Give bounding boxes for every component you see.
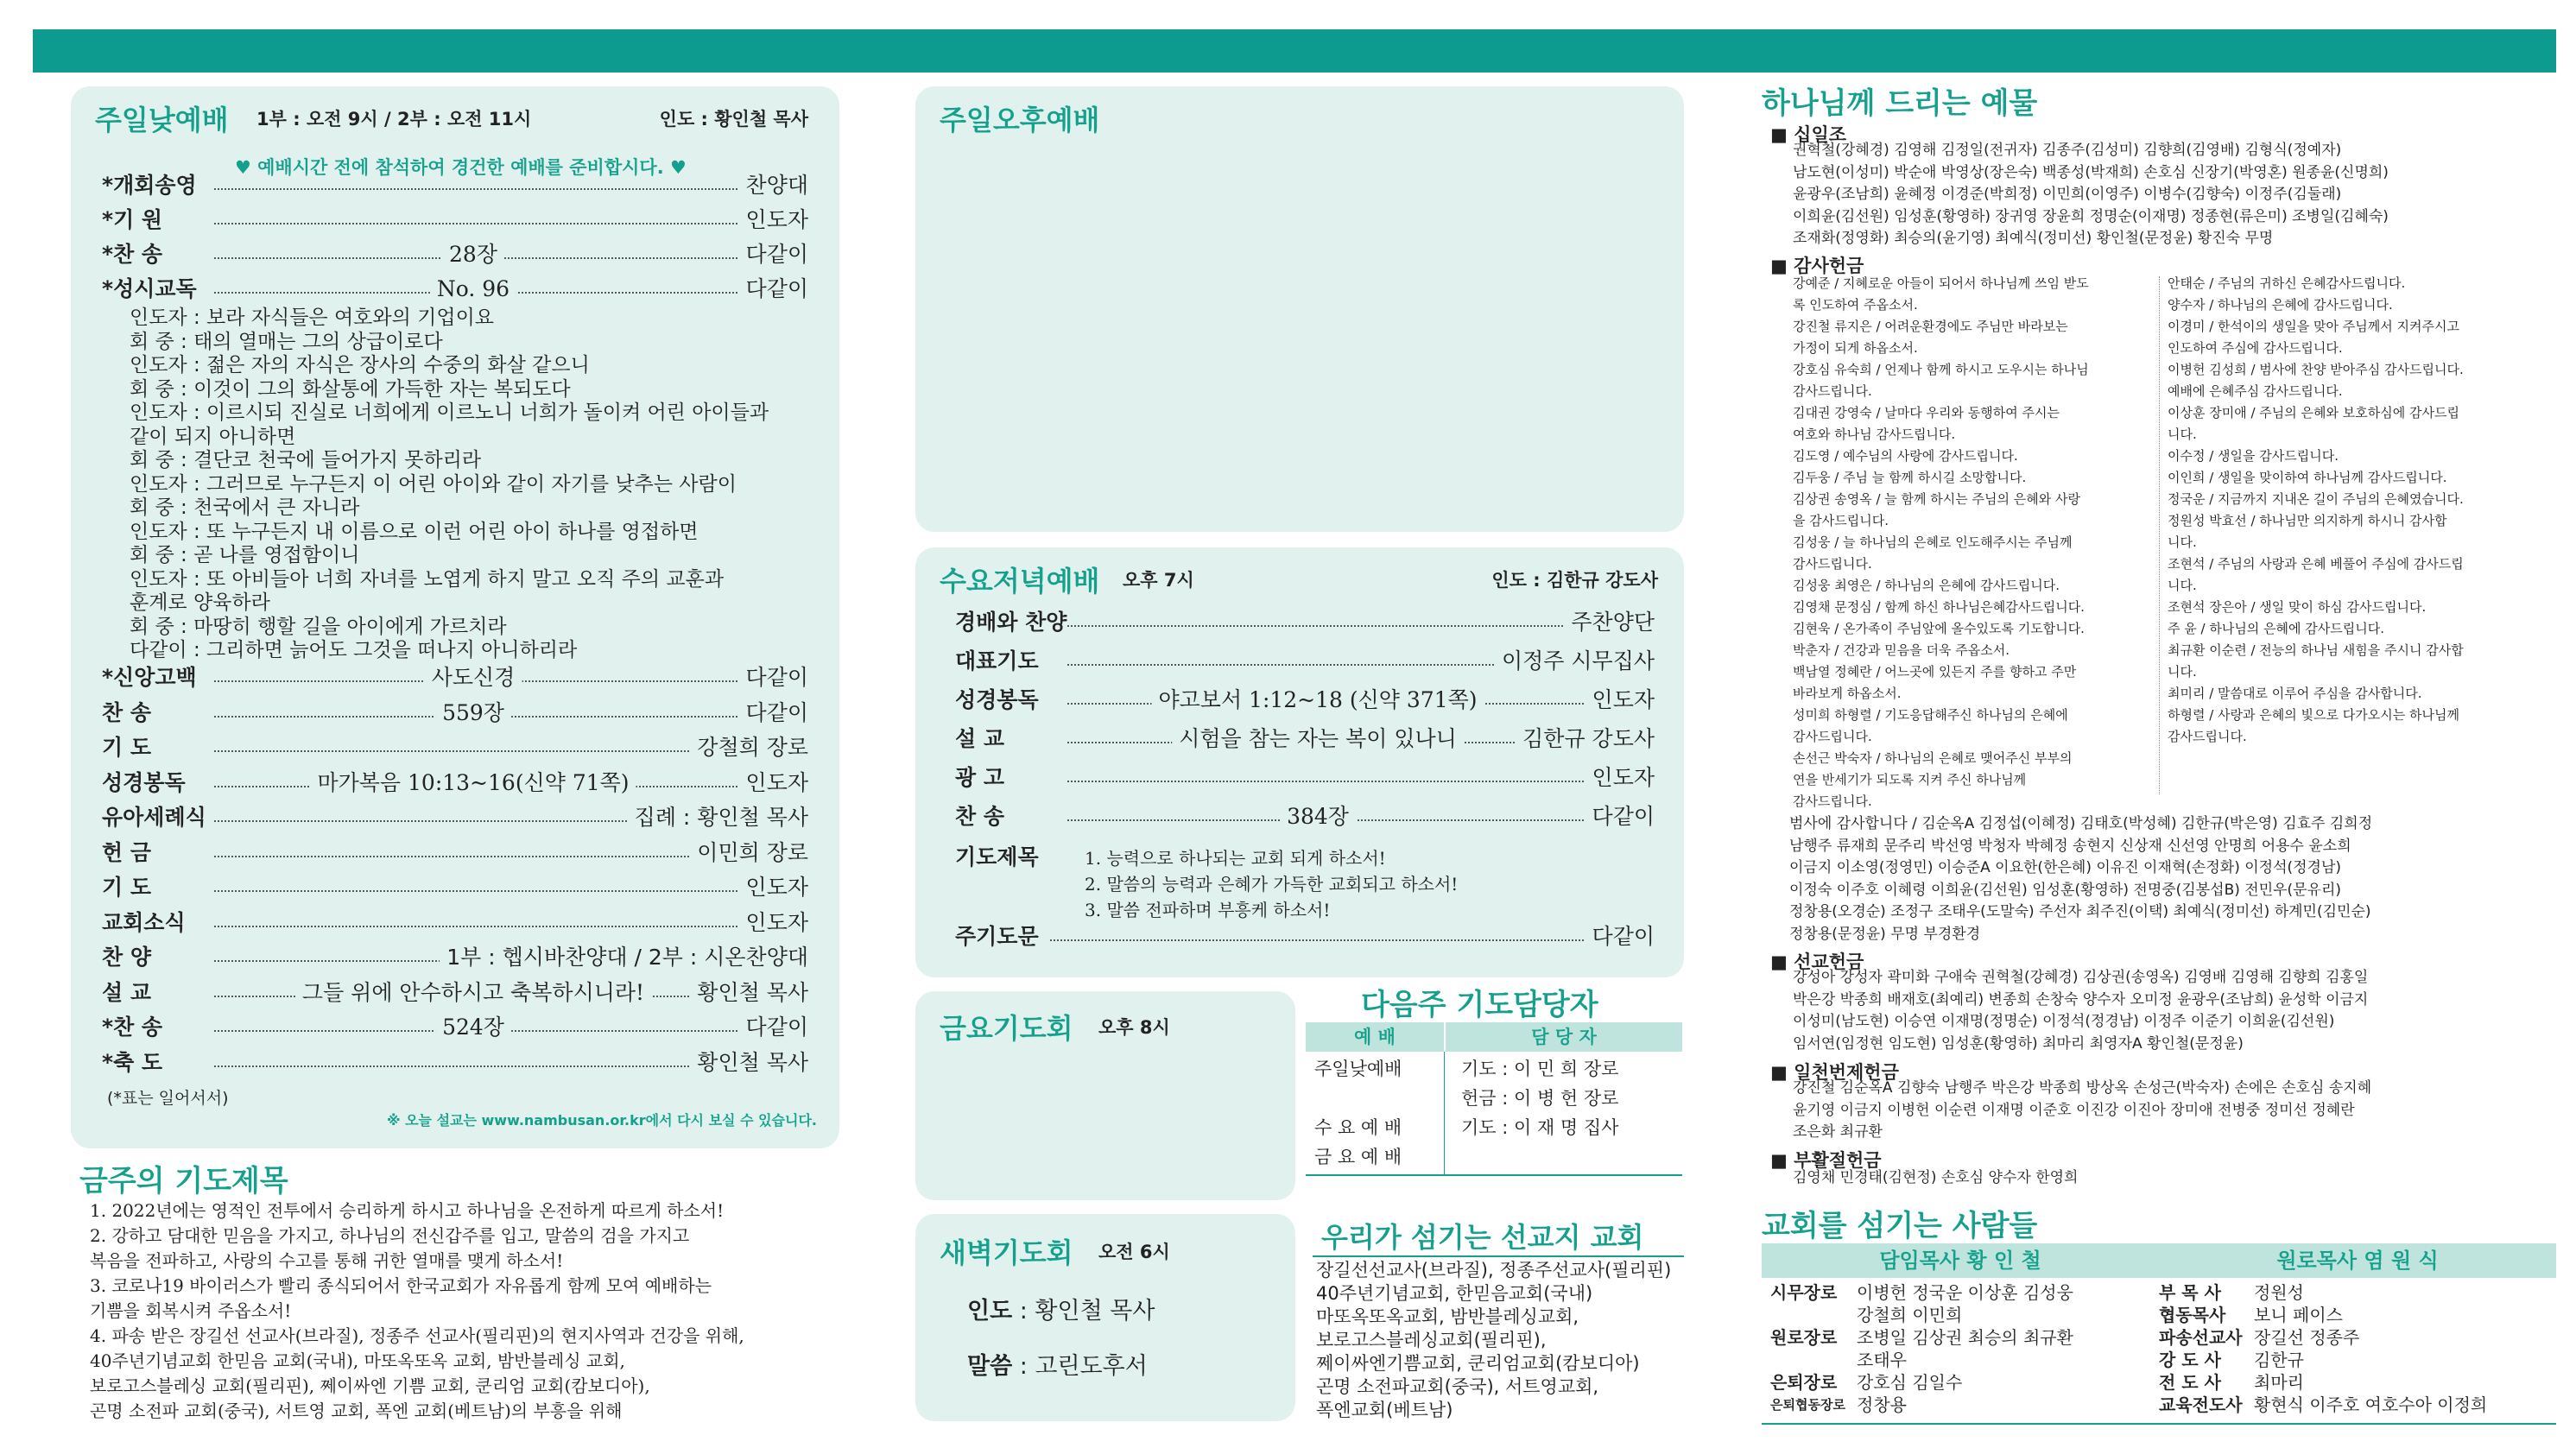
thanks-line: 예배에 은혜주심 감사드립니다. — [2168, 383, 2343, 399]
order-performer: 인도자 — [739, 871, 808, 904]
thanks-line: 조현석 / 주님의 사랑과 은혜 베풀어 주심에 감사드립 — [2168, 556, 2464, 572]
friday-title: 금요기도회 — [940, 1012, 1073, 1045]
thanks-line: 김도영 / 예수님의 사랑에 감사드립니다. — [1793, 448, 2018, 464]
order-row — [102, 238, 808, 271]
tithe-line: 윤광우(조남희) 윤혜정 이경준(박희정) 이민희(이영주) 이병수(김향숙) 이정주(김둘래) — [1793, 186, 2342, 203]
responsive-line: 회 중 : 곧 나를 영접함이니 — [130, 544, 360, 566]
wednesday-row — [955, 606, 1655, 639]
wednesday-content: 야고보서 1:12~18 (신약 371쪽) — [1151, 684, 1484, 717]
mission-church: 마또옥또옥교회, 밤반블레싱교회, — [1316, 1306, 1579, 1327]
order-label: 헌 금 — [102, 839, 152, 865]
order-content: 559장 — [435, 697, 511, 730]
general-thanks-list — [1789, 813, 2558, 952]
thanks-line: 니다. — [2168, 578, 2197, 593]
wednesday-prayer-items — [1085, 846, 1655, 933]
prayer-line: 4. 파송 받은 장길선 선교사(브라질), 정종주 선교사(필리핀)의 현지사역과 건강을 위해, — [90, 1325, 744, 1346]
staff-names: 김한규 — [2254, 1350, 2304, 1370]
staff-role: 은퇴협동장로 — [1770, 1397, 1845, 1413]
responsive-line: 인도자 : 또 아비들아 너희 자녀를 노엽게 하지 말고 오직 주의 교훈과 — [130, 567, 725, 591]
wednesday-label: 찬 송 — [955, 804, 1005, 829]
wednesday-prayer-label: 기도제목 — [955, 844, 1039, 869]
staff-names: 정원성 — [2254, 1282, 2304, 1303]
staff-names: 장길선 정종주 — [2254, 1327, 2360, 1348]
thanks-line: 성미희 하형렬 / 기도응답해주신 하나님의 은혜에 — [1793, 707, 2068, 723]
mission-offering-line: 임서연(임정현 임도현) 임성훈(황영하) 최마리 최영자A 황인철(문정윤) — [1793, 1034, 2244, 1053]
order-performer: 인도자 — [739, 907, 808, 939]
order-performer: 인도자 — [739, 767, 808, 800]
prayer-line: 40주년기념교회 한믿음 교회(국내), 마또옥또옥 교회, 밤반블레싱 교회, — [90, 1350, 625, 1371]
wednesday-label: 광 고 — [955, 765, 1005, 790]
staff-names: 최마리 — [2254, 1372, 2304, 1393]
order-label: 유아세례식 — [102, 805, 206, 830]
thanks-line: 김성웅 / 늘 하나님의 은혜로 인도해주시는 주님께 — [1793, 534, 2073, 550]
general-thanks-line: 범사에 감사합니다 / 김순옥A 김정섭(이혜정) 김태호(박성혜) 김한규(박은영) 김효주 김희정 — [1789, 815, 2373, 832]
staff-role: 원로장로 — [1770, 1327, 1838, 1348]
mission-offering-line: 박은강 박종희 배재호(최예리) 변종희 손창숙 양수자 오미정 윤광우(조남희) 윤성학 이금지 — [1793, 990, 2369, 1009]
sunday-afternoon-panel — [915, 86, 1684, 532]
easter-offering-line: 김영채 민경태(김현정) 손호심 양수자 한영희 — [1793, 1169, 2079, 1186]
responsive-line: 다같이 : 그리하면 늙어도 그것을 떠나지 아니하리라 — [130, 639, 578, 661]
easter-offering-heading: ■ 부활절헌금 — [1770, 1150, 1882, 1171]
wednesday-content: 시험을 참는 자는 복이 있나니 — [1172, 723, 1464, 756]
wednesday-label: 성경봉독 — [955, 687, 1039, 712]
mission-church: 40주년기념교회, 한믿음교회(국내) — [1316, 1283, 1593, 1304]
thanks-line: 감사드립니다. — [1793, 794, 1872, 809]
order-label: 찬 송 — [102, 699, 152, 725]
order-performer: 다같이 — [739, 661, 808, 694]
order-label: *찬 송 — [102, 242, 163, 267]
mission-church: 폭엔교회(베트남) — [1316, 1400, 1453, 1420]
order-row — [102, 941, 808, 974]
order-performer: 1부 : 헵시바찬양대 / 2부 : 시온찬양대 — [440, 941, 808, 974]
thanks-line: 백남열 정혜란 / 어느곳에 있든지 주를 향하고 주만 — [1793, 664, 2077, 680]
prayer-line: 기쁨을 회복시켜 주옵소서! — [90, 1300, 292, 1321]
weekly-prayer-title: 금주의 기도제목 — [79, 1164, 288, 1198]
order-content: 524장 — [435, 1011, 511, 1044]
staff-role: 강 도 사 — [2159, 1350, 2221, 1370]
order-label: *기 원 — [102, 207, 163, 232]
thanks-line: 김성웅 최영은 / 하나님의 은혜에 감사드립니다. — [1793, 578, 2060, 593]
next-week-service: 주일낮예배 — [1314, 1059, 1402, 1079]
weekly-prayer-list — [90, 1198, 850, 1432]
order-performer: 인도자 — [739, 204, 808, 237]
order-row — [102, 1011, 808, 1044]
responsive-line: 인도자 : 젊은 자의 자식은 장사의 수중의 화살 같으니 — [130, 354, 590, 376]
thanks-line: 감사드립니다. — [1793, 729, 1872, 744]
order-performer: 다같이 — [739, 1011, 808, 1044]
sunday-morning-times: 1부 : 오전 9시 / 2부 : 오전 11시 — [256, 109, 532, 130]
emeritus-pastor: 원로목사 염 원 식 — [2276, 1249, 2439, 1273]
order-label: 기 도 — [102, 735, 152, 760]
next-week-duty: 헌금 : 이 병 헌 장로 — [1461, 1088, 1619, 1109]
wednesday-closing-right: 다같이 — [1585, 920, 1655, 953]
thanks-line: 을 감사드립니다. — [1793, 513, 1889, 528]
dawn-leader: 인도 : 황인철 목사 — [967, 1298, 1155, 1325]
order-performer: 황인철 목사 — [690, 977, 808, 1009]
order-label: 성경봉독 — [102, 769, 186, 795]
mission-offering-list — [1793, 967, 2553, 1062]
prayer-line: 1. 2022년에는 영적인 전투에서 승리하게 하시고 하나님을 온전하게 따르게 하소서! — [90, 1200, 725, 1221]
order-row — [102, 871, 808, 904]
next-week-service: 수 요 예 배 — [1314, 1117, 1402, 1138]
staff-role: 은퇴장로 — [1770, 1372, 1838, 1393]
wednesday-performer: 인도자 — [1585, 684, 1655, 717]
thanks-line: 감사드립니다. — [1793, 556, 1872, 572]
order-performer: 다같이 — [739, 238, 808, 271]
thanks-line: 양수자 / 하나님의 은혜에 감사드립니다. — [2168, 297, 2393, 313]
order-row — [102, 907, 808, 939]
order-label: *성시교독 — [102, 276, 197, 301]
order-label: 기 도 — [102, 875, 152, 900]
wednesday-row — [955, 684, 1655, 717]
order-row — [102, 661, 808, 694]
worship-notice: ♥ 예배시간 전에 참석하여 경건한 예배를 준비합시다. ♥ — [235, 157, 687, 178]
next-week-duty: 기도 : 이 민 희 장로 — [1461, 1059, 1619, 1079]
order-performer: 이민희 장로 — [690, 837, 808, 869]
prayer-line: 복음을 전파하고, 사랑의 수고를 통해 귀한 열매를 맺게 하소서! — [90, 1250, 564, 1271]
dawn-title: 새벽기도회 — [940, 1236, 1073, 1269]
order-label: *축 도 — [102, 1049, 163, 1075]
wednesday-label: 경배와 찬양 — [955, 610, 1067, 635]
thanks-line: 니다. — [2168, 534, 2197, 550]
tithe-line: 권혁철(강혜경) 김영해 김정일(전귀자) 김종주(김성미) 김향희(김영배) 김형식(정예자) — [1793, 142, 2342, 159]
order-list — [102, 169, 808, 316]
responsive-line: 회 중 : 태의 열매는 그의 상급이로다 — [130, 330, 443, 353]
order-label: 찬 양 — [102, 945, 152, 970]
thanks-line: 이경미 / 한석이의 생일을 맞아 주님께서 지켜주시고 — [2168, 319, 2459, 334]
thanks-line: 최미리 / 말씀대로 이루어 주심을 감사합니다. — [2168, 686, 2422, 701]
responsive-line: 회 중 : 이것이 그의 화살통에 가득한 자는 복되도다 — [130, 377, 571, 401]
staff-names: 정창용 — [1857, 1394, 1907, 1415]
staff-role: 교육전도사 — [2159, 1394, 2243, 1415]
mission-offering-heading: ■ 선교헌금 — [1770, 952, 1864, 972]
staff-names: 조병일 김상권 최승의 최규환 — [1857, 1327, 2073, 1348]
responsive-line: 회 중 : 결단코 천국에 들어가지 못하리라 — [130, 449, 482, 471]
thanks-line: 안태순 / 주님의 귀하신 은혜감사드립니다. — [2168, 275, 2406, 291]
tithe-line: 조재화(정영화) 최승의(윤기영) 최예식(정미선) 황인철(문정윤) 황진숙 무명 — [1793, 230, 2274, 247]
wednesday-performer: 인도자 — [1585, 762, 1655, 794]
sermon-online-note: ※ 오늘 설교는 www.nambusan.or.kr에서 다시 보실 수 있습니다. — [386, 1112, 817, 1129]
staff-left-list — [1770, 1281, 2159, 1420]
responsive-line: 인도자 : 보라 자식들은 여호와의 기업이요 — [130, 307, 495, 329]
prayer-line: 보로고스블레싱 교회(필리핀), 쩨이싸엔 기쁨 교회, 쿤리엄 교회(캄보디아), — [90, 1375, 650, 1396]
thanks-line: 이수정 / 생일을 감사드립니다. — [2168, 448, 2339, 464]
next-week-title: 다음주 기도담당자 — [1361, 988, 1598, 1022]
responsive-line: 인도자 : 이르시되 진실로 너희에게 이르노니 너희가 돌이켜 어린 아이들과 — [130, 402, 769, 424]
missions-title: 우리가 섬기는 선교지 교회 — [1321, 1221, 1644, 1254]
wednesday-row — [955, 800, 1655, 833]
wednesday-performer: 다같이 — [1585, 800, 1655, 833]
responsive-reading — [130, 306, 820, 668]
order-label: *찬 송 — [102, 1015, 163, 1040]
order-row — [102, 977, 808, 1009]
mission-offering-line: 강성아 강성자 곽미화 구애숙 권혁철(강혜경) 김상권(송영옥) 김영배 김영해 김향희 김홍일 — [1793, 969, 2369, 986]
order-list-2 — [102, 661, 808, 1093]
thanks-line: 바라보게 하옵소서. — [1793, 686, 1902, 701]
responsive-line: 같이 되지 아니하면 — [130, 425, 296, 448]
thanks-left-column — [1793, 273, 2155, 817]
order-content: No. 96 — [430, 273, 516, 306]
wednesday-closing-label: 주기도문 — [955, 924, 1039, 949]
next-week-service: 금 요 예 배 — [1314, 1147, 1402, 1167]
thanks-line: 강호심 유숙희 / 언제나 함께 하시고 도우시는 하나님 — [1793, 362, 2089, 377]
next-week-head-duty: 담 당 자 — [1446, 1022, 1682, 1052]
wednesday-label: 대표기도 — [955, 648, 1039, 673]
wednesday-closing-row — [955, 920, 1655, 953]
wednesday-performer: 김한규 강도사 — [1516, 723, 1655, 756]
wednesday-label: 설 교 — [955, 726, 1005, 751]
standing-footnote: (*표는 일어서서) — [107, 1089, 229, 1108]
order-content: 사도신경 — [425, 661, 522, 694]
thanks-line: 정원성 박효선 / 하나님만 의지하게 하시니 감사합 — [2168, 513, 2447, 528]
order-content: 마가복음 10:13~16(신약 71쪽) — [310, 767, 636, 800]
sunday-morning-panel — [71, 86, 839, 1148]
staff-head-bar — [1762, 1243, 2556, 1278]
tithe-heading: ■ 십일조 — [1770, 124, 1847, 145]
friday-panel — [915, 991, 1295, 1200]
prayer-item: 3. 말씀 전파하며 부흥케 하소서! — [1085, 900, 1331, 920]
mission-church: 장길선선교사(브라질), 정종주선교사(필리핀) — [1316, 1260, 1672, 1280]
next-week-duty: 기도 : 이 재 명 집사 — [1461, 1117, 1619, 1138]
order-label: 교회소식 — [102, 909, 186, 935]
order-label: *개회송영 — [102, 173, 197, 198]
thanks-line: 강예준 / 지혜로운 아들이 되어서 하나님께 쓰임 받도 — [1793, 275, 2089, 291]
offerings-title: 하나님께 드리는 예물 — [1762, 86, 2038, 121]
general-thanks-line: 남행주 류재희 문주리 박선영 박청자 박혜정 송현지 신상재 신선영 안명희 어용수 윤소희 — [1789, 837, 2351, 855]
staff-names: 강호심 김일수 — [1857, 1372, 1963, 1393]
responsive-line: 인도자 : 또 누구든지 내 이름으로 이런 어린 아이 하나를 영접하면 — [130, 520, 699, 543]
mission-church: 곤명 소전파교회(중국), 서트영교회, — [1316, 1376, 1599, 1397]
thanks-line: 손선근 박숙자 / 하나님의 은혜로 맺어주신 부부의 — [1793, 750, 2073, 766]
mission-church: 쩨이싸엔기쁨교회, 쿤리엄교회(캄보디아) — [1316, 1353, 1640, 1374]
wednesday-performer: 주찬양단 — [1564, 606, 1655, 639]
staff-names: 황현식 이주호 여호수아 이정희 — [2254, 1394, 2488, 1415]
thanks-line: 최규환 이순련 / 전능의 하나님 새힘을 주시니 감사합 — [2168, 642, 2464, 658]
dawn-panel — [915, 1214, 1295, 1421]
staff-names: 조태우 — [1857, 1350, 1907, 1370]
thousand-offering-heading: ■ 일천번제헌금 — [1770, 1062, 1899, 1083]
thanks-line: 감사드립니다. — [2168, 729, 2247, 744]
thousand-offering-line: 조은화 최규환 — [1793, 1123, 1883, 1141]
thanks-line: 니다. — [2168, 664, 2197, 680]
wednesday-row — [955, 723, 1655, 756]
responsive-line: 인도자 : 그러므로 누구든지 이 어린 아이와 같이 자기를 낮추는 사람이 — [130, 472, 737, 496]
thanks-line: 감사드립니다. — [1793, 383, 1872, 399]
easter-offering-list — [1793, 1167, 2553, 1193]
dawn-time: 오전 6시 — [1098, 1242, 1170, 1262]
order-row — [102, 273, 808, 306]
thanks-line: 김두웅 / 주님 늘 함께 하시길 소망합니다. — [1793, 470, 2027, 485]
general-thanks-line: 정창용(오경순) 조정구 조태우(도말숙) 주선자 최주진(이택) 최예식(정미선) 하계민(김민순) — [1789, 903, 2371, 920]
wednesday-content: 384장 — [1280, 800, 1356, 833]
tithe-list — [1793, 140, 2553, 252]
wednesday-row — [955, 645, 1655, 678]
wednesday-panel — [915, 547, 1684, 977]
order-content: 그들 위에 안수하시고 축복하시니라! — [295, 977, 651, 1009]
order-label: 설 교 — [102, 979, 152, 1005]
wednesday-title: 수요저녁예배 — [940, 565, 1100, 598]
sunday-morning-title: 주일낮예배 — [95, 104, 229, 136]
thanks-line: 가정이 되게 하옵소서. — [1793, 340, 1918, 356]
staff-role: 파송선교사 — [2159, 1327, 2243, 1348]
order-row — [102, 837, 808, 869]
thanks-line: 강진철 류지은 / 어려운환경에도 주님만 바라보는 — [1793, 319, 2068, 334]
thanks-line: 김대권 강영숙 / 날마다 우리와 동행하여 주시는 — [1793, 405, 2060, 420]
order-row — [102, 801, 808, 834]
thanks-line: 정국운 / 지금까지 지내온 길이 주님의 은혜였습니다. — [2168, 491, 2464, 507]
wednesday-order — [955, 606, 1655, 857]
next-week-table — [1306, 1022, 1682, 1195]
thousand-offering-list — [1793, 1078, 2553, 1150]
staff-names: 이병헌 정국운 이상훈 김성웅 — [1857, 1282, 2073, 1303]
order-row — [102, 1046, 808, 1079]
staff-title: 교회를 섬기는 사람들 — [1762, 1209, 2038, 1243]
thousand-offering-line: 강진철 김순옥A 김향숙 남행주 박은강 박종희 방상옥 손성근(박숙자) 손에은 손호심 송지혜 — [1793, 1079, 2372, 1097]
prayer-line: 2. 강하고 담대한 믿음을 가지고, 하나님의 전신갑주를 입고, 말씀의 검을 가지고 — [90, 1225, 690, 1246]
mission-church: 보로고스블레싱교회(필리핀), — [1316, 1330, 1547, 1350]
order-performer: 다같이 — [739, 273, 808, 306]
tithe-line: 남도현(이성미) 박순애 박영상(장은숙) 백종성(박재희) 손호심 신장기(박영혼) 원종윤(신명희) — [1793, 163, 2389, 181]
order-performer: 집례 : 황인철 목사 — [628, 801, 808, 834]
responsive-line: 회 중 : 마땅히 행할 길을 아이에게 가르치라 — [130, 615, 507, 638]
next-week-head-service: 예 배 — [1306, 1022, 1444, 1052]
order-performer: 찬양대 — [739, 169, 808, 202]
order-performer: 강철희 장로 — [690, 731, 808, 764]
senior-pastor: 담임목사 황 인 철 — [1879, 1249, 2041, 1273]
prayer-line: 3. 코로나19 바이러스가 빨리 종식되어서 한국교회가 자유롭게 함께 모여 예배하는 — [90, 1275, 712, 1296]
staff-names: 보니 페이스 — [2254, 1305, 2343, 1325]
thousand-offering-line: 윤기영 이금지 이병헌 이순련 이재명 이준호 이진강 이진아 장미애 전병중 정미선 정혜란 — [1793, 1101, 2355, 1119]
order-performer: 황인철 목사 — [690, 1046, 808, 1079]
order-row — [102, 767, 808, 800]
responsive-line: 회 중 : 천국에서 큰 자니라 — [130, 496, 360, 519]
thanks-line: 연을 반세기가 되도록 지켜 주신 하나님께 — [1793, 772, 2027, 787]
friday-time: 오후 8시 — [1098, 1017, 1170, 1038]
general-thanks-line: 이정숙 이주호 이혜령 이희윤(김선원) 임성훈(황영하) 전명중(김봉섭B) 전민우(문유리) — [1789, 881, 2342, 899]
thanks-line: 인도하여 주심에 감사드립니다. — [2168, 340, 2343, 356]
prayer-line: 곤명 소전파 교회(중국), 서트영 교회, 폭엔 교회(베트남)의 부흥을 위해 — [90, 1401, 623, 1421]
staff-role: 부 목 사 — [2159, 1282, 2221, 1303]
thanks-heading: ■ 감사헌금 — [1770, 256, 1864, 276]
prayer-item: 2. 말씀의 능력과 은혜가 가득한 교회되고 하소서! — [1085, 874, 1459, 895]
staff-role: 협동목사 — [2159, 1305, 2226, 1325]
general-thanks-line: 정창용(문정윤) 무명 부경환경 — [1789, 925, 1981, 943]
staff-names: 강철희 이민희 — [1857, 1305, 1963, 1325]
order-row — [102, 731, 808, 764]
sunday-morning-leader: 인도 : 황인철 목사 — [659, 109, 808, 130]
responsive-line: 훈계로 양육하라 — [130, 591, 270, 614]
dawn-scripture: 말씀 : 고린도후서 — [967, 1353, 1148, 1380]
order-label: *신앙고백 — [102, 665, 197, 690]
thanks-line: 여호와 하나님 감사드립니다. — [1793, 427, 1956, 442]
thanks-line: 조현석 장은아 / 생일 맞이 하심 감사드립니다. — [2168, 599, 2427, 615]
wednesday-leader: 인도 : 김한규 강도사 — [1491, 570, 1658, 591]
staff-role: 전 도 사 — [2159, 1372, 2221, 1393]
order-row — [102, 169, 808, 202]
missions-list — [1316, 1259, 1684, 1428]
thanks-line: 박춘자 / 건강과 믿음을 더욱 주옵소서. — [1793, 642, 2010, 658]
order-row — [102, 204, 808, 237]
staff-role: 시무장로 — [1770, 1282, 1838, 1303]
thanks-line: 이인희 / 생일을 맞이하여 하나님께 감사드립니다. — [2168, 470, 2447, 485]
tithe-line: 이희윤(김선원) 임성훈(황영하) 장귀영 장윤희 정명순(이재명) 정종현(류은미) 조병일(김혜숙) — [1793, 207, 2389, 225]
general-thanks-line: 이금지 이소영(정영민) 이승준A 이요한(한은혜) 이유진 이재혁(손정화) 이정석(정경남) — [1789, 859, 2342, 876]
thanks-right-column — [2168, 273, 2556, 756]
order-content: 28장 — [442, 238, 504, 271]
sunday-afternoon-title: 주일오후예배 — [940, 104, 1100, 136]
order-row — [102, 697, 808, 730]
staff-right-list — [2159, 1281, 2556, 1420]
wednesday-row — [955, 762, 1655, 794]
thanks-line: 김현욱 / 온가족이 주님앞에 올수있도록 기도합니다. — [1793, 621, 2085, 636]
thanks-line: 김상권 송영옥 / 늘 함께 하시는 주님의 은혜와 사랑 — [1793, 491, 2081, 507]
thanks-line: 김영채 문정심 / 함께 하신 하나님은혜감사드립니다. — [1793, 599, 2085, 615]
wednesday-performer: 이정주 시무집사 — [1495, 645, 1655, 678]
mission-offering-line: 이성미(남도현) 이승연 이재명(정명순) 이정석(정경남) 이정주 이준기 이희윤(김선원) — [1793, 1013, 2335, 1030]
prayer-item: 1. 능력으로 하나되는 교회 되게 하소서! — [1085, 848, 1386, 869]
thanks-line: 이상훈 장미애 / 주님의 은혜와 보호하심에 감사드립 — [2168, 405, 2459, 420]
wednesday-time: 오후 7시 — [1123, 570, 1194, 591]
header-bar — [33, 29, 2556, 73]
thanks-line: 하형렬 / 사랑과 은혜의 빛으로 다가오시는 하나님께 — [2168, 707, 2459, 723]
thanks-line: 니다. — [2168, 427, 2197, 442]
thanks-line: 록 인도하여 주옵소서. — [1793, 297, 1918, 313]
order-performer: 다같이 — [739, 697, 808, 730]
thanks-line: 주 윤 / 하나님의 은혜에 감사드립니다. — [2168, 621, 2385, 636]
thanks-line: 이병헌 김성희 / 범사에 찬양 받아주심 감사드립니다. — [2168, 362, 2464, 377]
